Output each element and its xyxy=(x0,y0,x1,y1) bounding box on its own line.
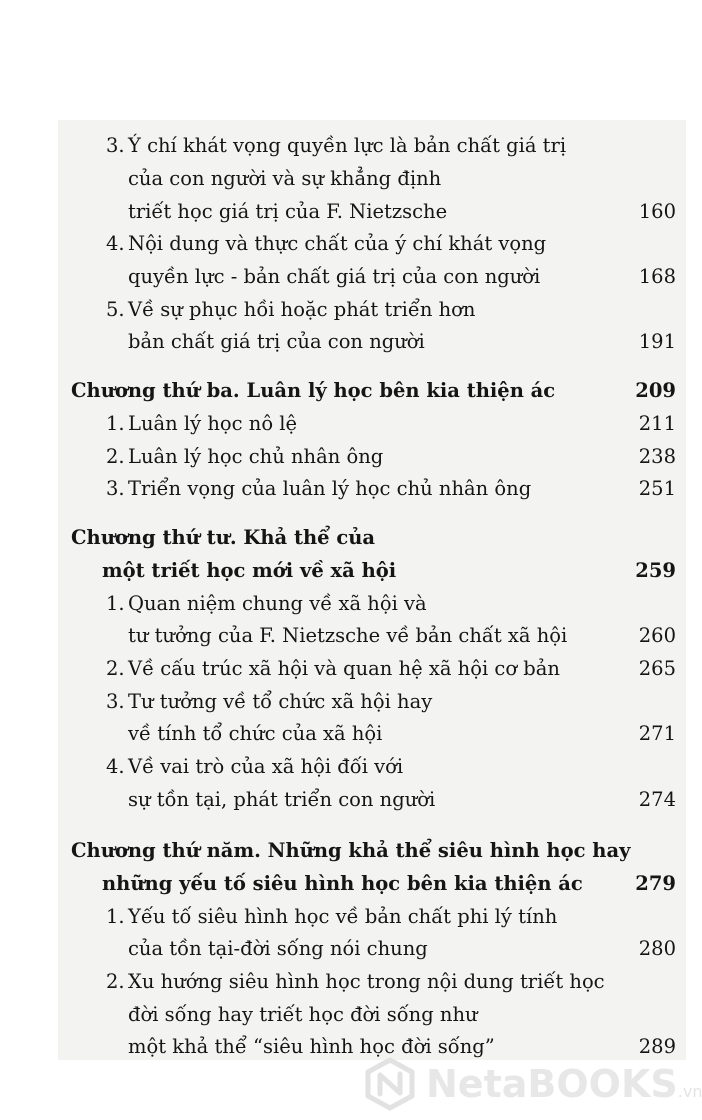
toc-title: đời sống hay triết học đời sống như xyxy=(128,1003,478,1026)
toc-title: Tư tưởng về tổ chức xã hội hay xyxy=(128,690,433,713)
toc-entry xyxy=(106,686,676,718)
toc-number: 5. xyxy=(106,298,125,321)
toc-title: Quan niệm chung về xã hội và xyxy=(128,592,427,615)
toc-entry xyxy=(106,588,676,620)
book-page xyxy=(58,120,686,1060)
toc-entry xyxy=(106,999,676,1031)
toc-page: 289 xyxy=(638,1035,676,1058)
toc-entry xyxy=(106,228,676,260)
toc-page: 168 xyxy=(638,265,676,288)
chapter-title: Chương thứ tư. Khả thể của xyxy=(71,526,376,549)
toc-title: Luân lý học chủ nhân ông xyxy=(128,445,384,468)
toc-page: 238 xyxy=(638,445,676,468)
toc-page: 211 xyxy=(638,412,676,435)
chapter-title: những yếu tố siêu hình học bên kia thiện ác xyxy=(102,872,583,895)
toc-entry xyxy=(106,784,676,816)
chapter-heading xyxy=(71,522,676,554)
toc-number: 4. xyxy=(106,755,125,778)
toc-title: sự tồn tại, phát triển con người xyxy=(128,788,436,811)
toc-page: 280 xyxy=(638,937,676,960)
toc-entry xyxy=(106,933,676,965)
toc-title: Nội dung và thực chất của ý chí khát vọng xyxy=(128,232,547,255)
chapter-title: Chương thứ ba. Luân lý học bên kia thiện ác xyxy=(71,379,556,402)
toc-title: của con người và sự khẳng định xyxy=(128,167,442,190)
toc-entry xyxy=(106,473,676,505)
toc-title: Xu hướng siêu hình học trong nội dung triết học xyxy=(128,970,605,993)
toc-entry xyxy=(106,130,676,162)
toc-page: 271 xyxy=(638,722,676,745)
watermark-suffix: .vn xyxy=(677,1082,702,1101)
toc-title: Luân lý học nô lệ xyxy=(128,412,298,435)
chapter-page: 259 xyxy=(635,559,676,582)
toc-page: 251 xyxy=(638,477,676,500)
toc-entry xyxy=(106,718,676,750)
toc-entry xyxy=(106,966,676,998)
toc-entry xyxy=(106,751,676,783)
chapter-page: 279 xyxy=(635,872,676,895)
toc-number: 1. xyxy=(106,412,125,435)
toc-number: 2. xyxy=(106,657,125,680)
chapter-heading xyxy=(71,375,676,407)
toc-page: 274 xyxy=(638,788,676,811)
toc-title: bản chất giá trị của con người xyxy=(128,330,425,353)
toc-title: về tính tổ chức của xã hội xyxy=(128,722,383,745)
toc-title: một khả thể “siêu hình học đời sống” xyxy=(128,1035,495,1058)
toc-title: của tồn tại-đời sống nói chung xyxy=(128,937,428,960)
toc-number: 3. xyxy=(106,690,125,713)
toc-entry xyxy=(106,163,676,195)
chapter-heading xyxy=(71,868,676,900)
toc-entry xyxy=(106,326,676,358)
toc-entry xyxy=(106,408,676,440)
toc-title: Triển vọng của luân lý học chủ nhân ông xyxy=(128,477,532,500)
toc-title: quyền lực - bản chất giá trị của con người xyxy=(128,265,541,288)
toc-entry xyxy=(106,620,676,652)
toc-title: Về sự phục hồi hoặc phát triển hơn xyxy=(128,298,476,321)
toc-number: 1. xyxy=(106,592,125,615)
toc-title: tư tưởng của F. Nietzsche về bản chất xã hội xyxy=(128,624,568,647)
toc-title: Yếu tố siêu hình học về bản chất phi lý tính xyxy=(128,905,558,928)
toc-entry xyxy=(106,901,676,933)
toc-entry xyxy=(106,261,676,293)
toc-number: 4. xyxy=(106,232,125,255)
chapter-title: một triết học mới về xã hội xyxy=(102,559,397,582)
chapter-page: 209 xyxy=(635,379,676,402)
toc-number: 1. xyxy=(106,905,125,928)
chapter-title: Chương thứ năm. Những khả thể siêu hình học hay xyxy=(71,839,631,862)
toc-entry xyxy=(106,196,676,228)
toc-page: 260 xyxy=(638,624,676,647)
toc-title: triết học giá trị của F. Nietzsche xyxy=(128,200,448,223)
toc-title: Ý chí khát vọng quyền lực là bản chất giá trị xyxy=(128,134,567,157)
toc-entry xyxy=(106,294,676,326)
toc-number: 2. xyxy=(106,445,125,468)
toc-number: 3. xyxy=(106,134,125,157)
netabooks-watermark xyxy=(362,1056,702,1112)
chapter-heading xyxy=(71,555,676,587)
watermark-text: NetaBOOKS.vn xyxy=(426,1062,702,1106)
toc-page: 265 xyxy=(638,657,676,680)
toc-title: Về cấu trúc xã hội và quan hệ xã hội cơ bản xyxy=(128,657,560,680)
chapter-heading xyxy=(71,835,676,867)
toc-entry xyxy=(106,653,676,685)
toc-number: 3. xyxy=(106,477,125,500)
toc-number: 2. xyxy=(106,970,125,993)
toc-entry xyxy=(106,441,676,473)
netabooks-logo-icon xyxy=(362,1056,418,1112)
toc-page: 191 xyxy=(638,330,676,353)
toc-page: 160 xyxy=(638,200,676,223)
toc-title: Về vai trò của xã hội đối với xyxy=(128,755,404,778)
